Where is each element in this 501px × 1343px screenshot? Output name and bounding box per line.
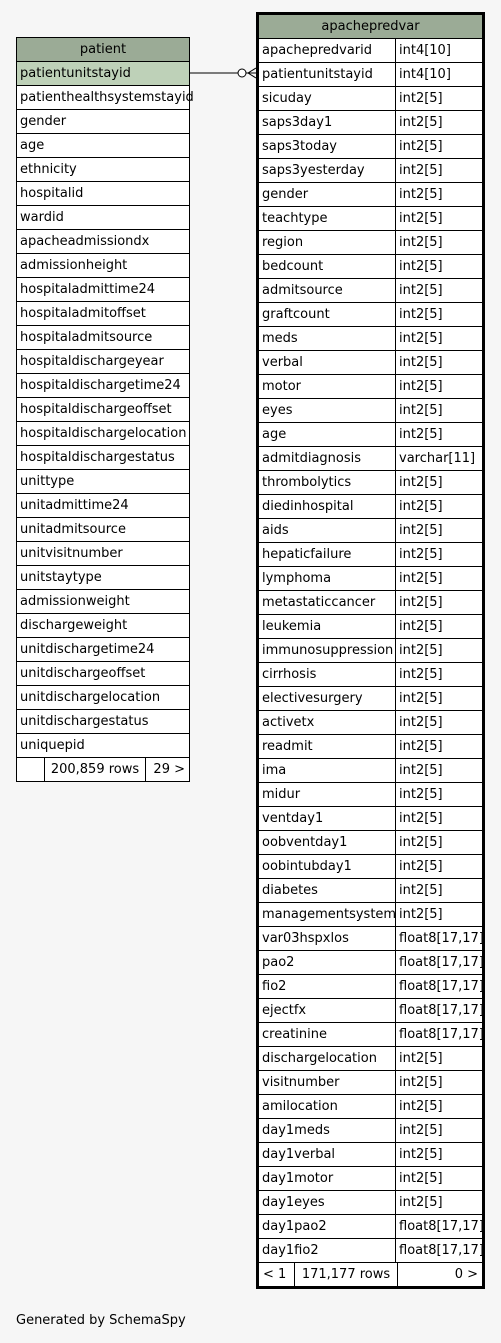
column-name: admitsource <box>262 283 343 298</box>
apachepredvar-column-row[interactable] <box>259 87 482 111</box>
column-type: int2[5] <box>395 1143 482 1166</box>
column-name: immunosuppression <box>262 643 394 658</box>
patient-column-row[interactable] <box>17 470 189 494</box>
column-name: thrombolytics <box>262 475 352 490</box>
column-name: diabetes <box>262 883 318 898</box>
patient-column-row[interactable] <box>17 254 189 278</box>
apachepredvar-column-row[interactable] <box>259 111 482 135</box>
column-type: varchar[11] <box>395 447 482 470</box>
column-type: int2[5] <box>395 279 482 302</box>
column-name: unitdischargetime24 <box>20 642 155 657</box>
column-name: day1eyes <box>262 1195 325 1210</box>
apachepredvar-column-row[interactable] <box>259 1071 482 1095</box>
column-name: patientunitstayid <box>262 67 373 82</box>
apachepredvar-column-row[interactable] <box>259 351 482 375</box>
column-type: int2[5] <box>395 591 482 614</box>
column-name: region <box>262 235 304 250</box>
column-name: hepaticfailure <box>262 547 352 562</box>
apachepredvar-column-row[interactable] <box>259 903 482 927</box>
column-name: var03hspxlos <box>262 931 349 946</box>
patient-column-row[interactable] <box>17 614 189 638</box>
apachepredvar-column-row[interactable] <box>259 519 482 543</box>
apachepredvar-column-row[interactable] <box>259 1023 482 1047</box>
column-type: int2[5] <box>395 903 482 926</box>
column-name: fio2 <box>262 979 287 994</box>
column-type: float8[17,17] <box>395 951 482 974</box>
column-type: int2[5] <box>395 519 482 542</box>
column-name: motor <box>262 379 302 394</box>
patient-column-row[interactable] <box>17 662 189 686</box>
patient-column-row[interactable] <box>17 62 189 86</box>
column-name: uniquepid <box>20 738 85 753</box>
column-name: unitstaytype <box>20 570 102 585</box>
apachepredvar-column-row[interactable] <box>259 975 482 999</box>
column-type: int2[5] <box>395 567 482 590</box>
patient-column-row[interactable] <box>17 278 189 302</box>
column-type: int2[5] <box>395 1095 482 1118</box>
column-name: patienthealthsystemstayid <box>20 90 194 105</box>
apachepredvar-column-row[interactable] <box>259 1239 482 1263</box>
column-name: hospitaldischargeyear <box>20 354 164 369</box>
apachepredvar-column-row[interactable] <box>259 423 482 447</box>
column-type: int2[5] <box>395 783 482 806</box>
apachepredvar-parent-count-link[interactable]: < 1 <box>259 1263 295 1286</box>
patient-column-row[interactable] <box>17 638 189 662</box>
column-name: amilocation <box>262 1099 338 1114</box>
column-type: float8[17,17] <box>395 999 482 1022</box>
apachepredvar-column-row[interactable] <box>259 1047 482 1071</box>
patient-column-row[interactable] <box>17 590 189 614</box>
column-name: pao2 <box>262 955 295 970</box>
patient-column-row[interactable] <box>17 158 189 182</box>
apachepredvar-column-row[interactable] <box>259 831 482 855</box>
apachepredvar-column-row[interactable] <box>259 495 482 519</box>
column-name: hospitaladmitsource <box>20 330 153 345</box>
column-type: int2[5] <box>395 495 482 518</box>
apachepredvar-column-row[interactable] <box>259 327 482 351</box>
column-type: int2[5] <box>395 303 482 326</box>
crowfoot-lower <box>248 73 256 78</box>
column-name: unitadmittime24 <box>20 498 129 513</box>
apachepredvar-column-row[interactable] <box>259 1143 482 1167</box>
column-type: int2[5] <box>395 1167 482 1190</box>
column-name: cirrhosis <box>262 667 317 682</box>
apachepredvar-column-row[interactable] <box>259 279 482 303</box>
column-type: int2[5] <box>395 711 482 734</box>
column-name: oobintubday1 <box>262 859 352 874</box>
patient-column-row[interactable] <box>17 518 189 542</box>
column-type: int2[5] <box>395 159 482 182</box>
patient-column-row[interactable] <box>17 182 189 206</box>
apachepredvar-table[interactable] <box>256 12 485 1289</box>
apachepredvar-column-row[interactable] <box>259 375 482 399</box>
column-name: activetx <box>262 715 315 730</box>
column-type: int2[5] <box>395 111 482 134</box>
column-name: saps3day1 <box>262 115 333 130</box>
apachepredvar-column-row[interactable] <box>259 159 482 183</box>
apachepredvar-column-row[interactable] <box>259 591 482 615</box>
column-name: gender <box>262 187 309 202</box>
column-type: int2[5] <box>395 375 482 398</box>
apachepredvar-column-row[interactable] <box>259 447 482 471</box>
apachepredvar-column-row[interactable] <box>259 663 482 687</box>
apachepredvar-column-row[interactable] <box>259 183 482 207</box>
column-type: int2[5] <box>395 615 482 638</box>
column-type: int2[5] <box>395 231 482 254</box>
column-name: unitdischargestatus <box>20 714 149 729</box>
apachepredvar-column-row[interactable] <box>259 1167 482 1191</box>
patient-column-row[interactable] <box>17 134 189 158</box>
column-name: managementsystem <box>262 907 397 922</box>
column-type: float8[17,17] <box>395 927 482 950</box>
patient-column-row[interactable] <box>17 350 189 374</box>
column-name: hospitalid <box>20 186 84 201</box>
column-name: dischargeweight <box>20 618 128 633</box>
column-name: ima <box>262 763 287 778</box>
column-type: int2[5] <box>395 135 482 158</box>
column-type: int2[5] <box>395 639 482 662</box>
patient-column-row[interactable] <box>17 326 189 350</box>
patient-column-row[interactable] <box>17 542 189 566</box>
apachepredvar-column-row[interactable] <box>259 1119 482 1143</box>
column-name: unittype <box>20 474 75 489</box>
apachepredvar-column-row[interactable] <box>259 39 482 63</box>
column-name: graftcount <box>262 307 330 322</box>
column-name: hospitaldischargeoffset <box>20 402 172 417</box>
column-name: readmit <box>262 739 313 754</box>
column-name: apachepredvarid <box>262 43 372 58</box>
column-name: age <box>20 138 45 153</box>
patient-column-row[interactable] <box>17 734 189 758</box>
column-name: ventday1 <box>262 811 324 826</box>
apachepredvar-table-footer <box>259 1263 482 1286</box>
column-type: int2[5] <box>395 543 482 566</box>
column-type: int2[5] <box>395 471 482 494</box>
patient-column-row[interactable] <box>17 86 194 110</box>
apachepredvar-column-row[interactable] <box>259 927 482 951</box>
column-name: day1meds <box>262 1123 330 1138</box>
column-type: int2[5] <box>395 351 482 374</box>
apachepredvar-column-row[interactable] <box>259 879 482 903</box>
patient-table-footer <box>17 758 189 781</box>
patient-column-row[interactable] <box>17 686 189 710</box>
column-name: admissionheight <box>20 258 128 273</box>
column-name: day1motor <box>262 1171 334 1186</box>
column-type: int4[10] <box>395 39 482 62</box>
column-type: int2[5] <box>395 759 482 782</box>
patient-column-row[interactable] <box>17 206 189 230</box>
patient-footer-left <box>17 758 45 781</box>
column-name: teachtype <box>262 211 328 226</box>
patient-column-row[interactable] <box>17 710 189 734</box>
apachepredvar-column-list <box>259 39 482 1263</box>
column-type: int4[10] <box>395 63 482 86</box>
apachepredvar-column-row[interactable] <box>259 303 482 327</box>
column-type: int2[5] <box>395 687 482 710</box>
apachepredvar-column-row[interactable] <box>259 1191 482 1215</box>
column-name: hospitaldischargestatus <box>20 450 175 465</box>
apachepredvar-column-row[interactable] <box>259 615 482 639</box>
column-name: patientunitstayid <box>20 66 131 81</box>
apachepredvar-column-row[interactable] <box>259 1215 482 1239</box>
apachepredvar-column-row[interactable] <box>259 855 482 879</box>
apachepredvar-column-row[interactable] <box>259 207 482 231</box>
column-type: int2[5] <box>395 423 482 446</box>
column-name: apacheadmissiondx <box>20 234 150 249</box>
patient-child-count-link[interactable]: 29 > <box>153 762 185 777</box>
apachepredvar-column-row[interactable] <box>259 951 482 975</box>
apachepredvar-column-row[interactable] <box>259 567 482 591</box>
column-type: int2[5] <box>395 831 482 854</box>
column-name: sicuday <box>262 91 312 106</box>
apachepredvar-column-row[interactable] <box>259 399 482 423</box>
patient-row-count: 200,859 rows <box>45 758 146 781</box>
apachepredvar-column-row[interactable] <box>259 1095 482 1119</box>
patient-column-row[interactable] <box>17 446 189 470</box>
column-type: int2[5] <box>395 1119 482 1142</box>
column-type: int2[5] <box>395 207 482 230</box>
column-name: bedcount <box>262 259 324 274</box>
zero-many-circle-icon <box>238 69 246 77</box>
column-name: aids <box>262 523 289 538</box>
column-name: ethnicity <box>20 162 77 177</box>
apachepredvar-column-row[interactable] <box>259 231 482 255</box>
generated-by-label: Generated by SchemaSpy <box>16 1313 186 1328</box>
column-type: int2[5] <box>395 1191 482 1214</box>
patient-column-row[interactable] <box>17 230 189 254</box>
column-type: int2[5] <box>395 1071 482 1094</box>
column-name: hospitaldischargetime24 <box>20 378 181 393</box>
column-name: leukemia <box>262 619 322 634</box>
column-name: oobventday1 <box>262 835 348 850</box>
column-type: int2[5] <box>395 327 482 350</box>
crowfoot-upper <box>248 68 256 73</box>
apachepredvar-row-count: 171,177 rows <box>301 1267 391 1282</box>
apachepredvar-column-row[interactable] <box>259 471 482 495</box>
column-name: creatinine <box>262 1027 327 1042</box>
column-type: int2[5] <box>395 255 482 278</box>
column-name: day1pao2 <box>262 1219 327 1234</box>
column-name: unitvisitnumber <box>20 546 123 561</box>
patient-column-row[interactable] <box>17 302 189 326</box>
apachepredvar-column-row[interactable] <box>259 807 482 831</box>
column-name: unitdischargelocation <box>20 690 161 705</box>
apachepredvar-column-row[interactable] <box>259 135 482 159</box>
column-name: dischargelocation <box>262 1051 377 1066</box>
column-name: age <box>262 427 287 442</box>
apachepredvar-column-row[interactable] <box>259 783 482 807</box>
patient-column-row[interactable] <box>17 566 189 590</box>
patient-column-row[interactable] <box>17 374 189 398</box>
column-type: int2[5] <box>395 663 482 686</box>
column-type: int2[5] <box>395 735 482 758</box>
apachepredvar-column-row[interactable] <box>259 63 482 87</box>
apachepredvar-column-row[interactable] <box>259 759 482 783</box>
apachepredvar-column-row[interactable] <box>259 735 482 759</box>
column-name: eyes <box>262 403 293 418</box>
patient-column-row[interactable] <box>17 494 189 518</box>
column-name: wardid <box>20 210 64 225</box>
apachepredvar-column-row[interactable] <box>259 543 482 567</box>
column-type: int2[5] <box>395 879 482 902</box>
column-name: midur <box>262 787 301 802</box>
column-name: hospitaladmittime24 <box>20 282 156 297</box>
column-name: day1verbal <box>262 1147 336 1162</box>
patient-column-row[interactable] <box>17 110 189 134</box>
column-name: verbal <box>262 355 303 370</box>
apachepredvar-column-row[interactable] <box>259 711 482 735</box>
column-name: meds <box>262 331 298 346</box>
column-type: float8[17,17] <box>395 975 482 998</box>
column-type: float8[17,17] <box>395 1239 482 1262</box>
column-name: admissionweight <box>20 594 130 609</box>
column-name: gender <box>20 114 67 129</box>
column-name: saps3today <box>262 139 337 154</box>
apachepredvar-column-row[interactable] <box>259 639 482 663</box>
column-name: hospitaldischargelocation <box>20 426 187 441</box>
apachepredvar-column-row[interactable] <box>259 999 482 1023</box>
column-name: lymphoma <box>262 571 332 586</box>
column-name: visitnumber <box>262 1075 340 1090</box>
patient-column-row[interactable] <box>17 398 189 422</box>
column-name: hospitaladmitoffset <box>20 306 146 321</box>
column-name: saps3yesterday <box>262 163 365 178</box>
column-type: int2[5] <box>395 183 482 206</box>
apachepredvar-column-row[interactable] <box>259 687 482 711</box>
apachepredvar-table-title[interactable]: apachepredvar <box>259 15 482 39</box>
column-type: float8[17,17] <box>395 1023 482 1046</box>
patient-table[interactable] <box>16 37 194 782</box>
column-type: int2[5] <box>395 1047 482 1070</box>
column-type: int2[5] <box>395 855 482 878</box>
column-name: diedinhospital <box>262 499 354 514</box>
patient-column-list <box>17 62 194 758</box>
patient-table-title[interactable]: patient <box>17 38 189 62</box>
column-type: int2[5] <box>395 87 482 110</box>
column-name: electivesurgery <box>262 691 363 706</box>
column-name: ejectfx <box>262 1003 307 1018</box>
apachepredvar-child-count: 0 > <box>397 1263 482 1286</box>
column-type: int2[5] <box>395 807 482 830</box>
column-name: admitdiagnosis <box>262 451 362 466</box>
column-type: int2[5] <box>395 399 482 422</box>
column-name: unitadmitsource <box>20 522 126 537</box>
patient-column-row[interactable] <box>17 422 189 446</box>
column-name: metastaticcancer <box>262 595 376 610</box>
column-name: unitdischargeoffset <box>20 666 146 681</box>
apachepredvar-column-row[interactable] <box>259 255 482 279</box>
column-type: float8[17,17] <box>395 1215 482 1238</box>
column-name: day1fio2 <box>262 1243 319 1258</box>
